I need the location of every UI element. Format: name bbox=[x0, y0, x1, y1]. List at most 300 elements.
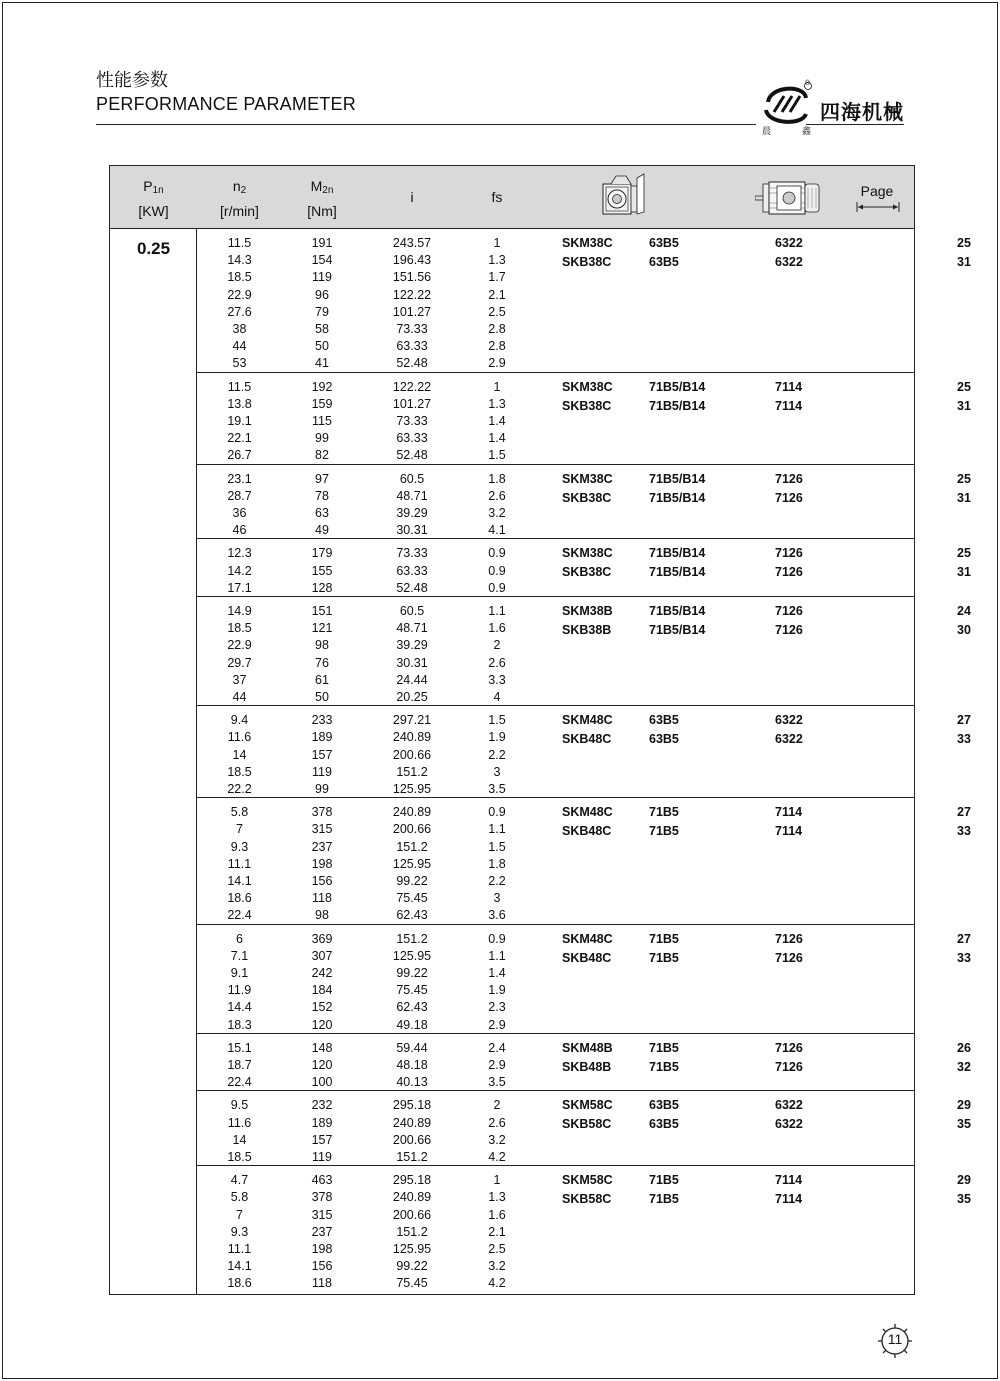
cell-m2: 369 bbox=[311, 931, 333, 946]
cell-i: 125.95 bbox=[392, 1241, 432, 1256]
model-row bbox=[197, 489, 971, 507]
cell-m2: 156 bbox=[311, 873, 333, 888]
cell-m2: 232 bbox=[311, 1098, 333, 1113]
cell-fs: 1.1 bbox=[488, 822, 506, 837]
cell-n2: 29.7 bbox=[227, 655, 252, 670]
page-width-arrow-icon bbox=[856, 201, 900, 213]
cell-n2: 22.1 bbox=[227, 431, 252, 446]
model-page: 27 bbox=[957, 713, 971, 728]
cell-n2: 44 bbox=[232, 690, 247, 704]
model-code: 6322 bbox=[775, 732, 803, 747]
model-row bbox=[197, 234, 971, 252]
model-page: 33 bbox=[957, 824, 971, 839]
model-motor: 71B5/B14 bbox=[649, 623, 706, 637]
model-code: 7114 bbox=[775, 398, 803, 413]
cell-i: 101.27 bbox=[392, 304, 432, 319]
cell-m2: 378 bbox=[311, 805, 333, 820]
model-page: 25 bbox=[957, 379, 971, 394]
cell-fs: 1 bbox=[493, 1173, 501, 1188]
cell-fs: 1.1 bbox=[488, 948, 506, 963]
model-motor: 71B5 bbox=[649, 824, 679, 839]
model-row bbox=[197, 1171, 971, 1189]
model-row bbox=[197, 803, 971, 821]
cell-i: 39.29 bbox=[396, 638, 428, 653]
model-page: 25 bbox=[957, 546, 971, 561]
cell-m2: 50 bbox=[315, 339, 329, 354]
cell-fs: 4 bbox=[493, 690, 501, 704]
model-model: SKB38C bbox=[562, 398, 612, 413]
model-motor: 63B5 bbox=[649, 255, 679, 269]
cell-i: 63.33 bbox=[396, 339, 428, 354]
table-row bbox=[197, 999, 914, 1016]
cell-fs: 4.2 bbox=[488, 1276, 506, 1291]
cell-i: 99.22 bbox=[396, 1259, 428, 1274]
cell-fs: 2.6 bbox=[488, 488, 506, 503]
cell-i: 122.22 bbox=[392, 287, 432, 302]
cell-i: 151.2 bbox=[396, 1224, 428, 1239]
cell-n2: 7 bbox=[236, 822, 243, 837]
table-row bbox=[197, 764, 914, 781]
model-motor: 71B5 bbox=[649, 1059, 679, 1074]
cell-n2: 46 bbox=[232, 523, 247, 538]
cell-m2: 378 bbox=[311, 1190, 333, 1205]
cell-n2: 18.5 bbox=[227, 1149, 252, 1164]
model-row bbox=[197, 1058, 971, 1076]
cell-m2: 76 bbox=[315, 655, 329, 670]
table-row bbox=[197, 522, 914, 539]
model-page: 27 bbox=[957, 805, 971, 820]
cell-fs: 0.9 bbox=[488, 563, 506, 578]
model-model: SKM38C bbox=[562, 471, 613, 486]
cell-i: 48.18 bbox=[396, 1057, 428, 1072]
cell-m2: 120 bbox=[311, 1057, 333, 1072]
cell-fs: 0.9 bbox=[488, 805, 506, 820]
cell-m2: 148 bbox=[311, 1040, 333, 1055]
table-row bbox=[197, 1017, 914, 1034]
cell-i: 240.89 bbox=[392, 1115, 432, 1130]
model-page: 31 bbox=[957, 255, 971, 269]
cell-i: 60.5 bbox=[399, 471, 425, 486]
cell-m2: 63 bbox=[315, 505, 329, 520]
model-model: SKB48B bbox=[562, 1059, 612, 1074]
model-row bbox=[197, 621, 971, 639]
cell-n2: 17.1 bbox=[227, 580, 252, 595]
cell-n2: 11.5 bbox=[227, 236, 252, 250]
model-motor: 71B5/B14 bbox=[649, 604, 706, 618]
model-motor: 71B5 bbox=[649, 1040, 679, 1055]
cell-fs: 3.2 bbox=[488, 1132, 506, 1147]
cell-fs: 1.3 bbox=[488, 396, 506, 411]
cell-n2: 11.6 bbox=[227, 730, 252, 745]
model-code: 7114 bbox=[775, 805, 803, 820]
model-row bbox=[197, 470, 971, 488]
table-header bbox=[110, 166, 914, 229]
model-model: SKB58C bbox=[562, 1117, 612, 1132]
model-model: SKM38C bbox=[562, 379, 613, 394]
cell-fs: 3.6 bbox=[488, 908, 506, 923]
model-page: 31 bbox=[957, 490, 971, 505]
model-model: SKB58C bbox=[562, 1192, 612, 1207]
model-model: SKM58C bbox=[562, 1173, 613, 1188]
cell-fs: 4.1 bbox=[488, 523, 506, 538]
cell-n2: 14.4 bbox=[227, 1000, 252, 1015]
cell-fs: 1.3 bbox=[488, 253, 506, 268]
cell-i: 63.33 bbox=[396, 431, 428, 446]
model-page: 25 bbox=[957, 236, 971, 250]
cell-n2: 11.6 bbox=[227, 1115, 252, 1130]
cell-n2: 5.8 bbox=[230, 805, 249, 820]
table-row bbox=[197, 304, 914, 321]
model-motor: 63B5 bbox=[649, 236, 679, 250]
cell-n2: 7.1 bbox=[230, 948, 249, 963]
power-column bbox=[110, 229, 197, 1294]
cell-i: 24.44 bbox=[396, 672, 428, 687]
cell-i: 151.2 bbox=[396, 839, 428, 854]
cell-m2: 58 bbox=[315, 322, 329, 336]
cell-n2: 9.3 bbox=[230, 839, 249, 854]
model-page: 35 bbox=[957, 1117, 971, 1132]
model-page: 32 bbox=[957, 1059, 971, 1074]
cell-fs: 1.6 bbox=[488, 1207, 506, 1222]
table-row bbox=[197, 430, 914, 447]
table-row bbox=[197, 580, 914, 597]
cell-m2: 307 bbox=[311, 948, 333, 963]
model-motor: 71B5 bbox=[649, 1192, 679, 1207]
table-row bbox=[197, 1074, 914, 1091]
cell-i: 240.89 bbox=[392, 1190, 432, 1205]
model-row bbox=[197, 602, 971, 620]
model-model: SKB38C bbox=[562, 255, 612, 269]
cell-i: 295.18 bbox=[392, 1098, 432, 1113]
model-page: 33 bbox=[957, 732, 971, 747]
cell-i: 30.31 bbox=[396, 523, 428, 538]
cell-m2: 463 bbox=[311, 1173, 333, 1188]
cell-n2: 18.3 bbox=[227, 1017, 252, 1032]
row-group bbox=[197, 925, 971, 1034]
model-page: 24 bbox=[957, 604, 971, 618]
model-code: 7126 bbox=[775, 490, 803, 505]
cell-m2: 118 bbox=[312, 891, 332, 906]
row-group bbox=[197, 465, 971, 540]
cell-fs: 2.2 bbox=[488, 873, 506, 888]
cell-m2: 189 bbox=[311, 730, 333, 745]
model-code: 7114 bbox=[775, 1173, 803, 1188]
cell-i: 52.48 bbox=[396, 580, 428, 595]
model-model: SKB38C bbox=[562, 565, 612, 580]
cell-m2: 121 bbox=[311, 621, 333, 636]
cell-fs: 1.5 bbox=[488, 713, 506, 728]
table-row bbox=[197, 413, 914, 430]
table-row bbox=[197, 1224, 914, 1241]
row-group bbox=[197, 597, 971, 706]
cell-n2: 22.9 bbox=[227, 638, 252, 653]
cell-n2: 22.4 bbox=[227, 1075, 252, 1090]
model-code: 6322 bbox=[775, 1117, 803, 1132]
cell-m2: 237 bbox=[311, 1224, 333, 1239]
row-group bbox=[197, 229, 971, 373]
table-row bbox=[197, 982, 914, 999]
model-code: 7114 bbox=[775, 824, 803, 839]
model-page: 25 bbox=[957, 471, 971, 486]
model-model: SKM38B bbox=[562, 604, 613, 618]
logo-sub-char-1: 晨 bbox=[762, 127, 772, 137]
table-row bbox=[197, 505, 914, 522]
model-motor: 63B5 bbox=[649, 713, 679, 728]
cell-n2: 9.4 bbox=[230, 713, 249, 728]
row-group bbox=[197, 1166, 971, 1292]
cell-n2: 37 bbox=[232, 672, 247, 687]
model-row bbox=[197, 822, 971, 840]
cell-n2: 14 bbox=[232, 747, 247, 762]
header-p1n: $P_{1n}$ [KW] bbox=[138, 178, 169, 219]
table-row bbox=[197, 747, 914, 764]
cell-n2: 18.5 bbox=[227, 621, 252, 636]
row-group bbox=[197, 1091, 971, 1166]
cell-m2: 96 bbox=[315, 287, 329, 302]
cell-n2: 53 bbox=[232, 356, 247, 371]
model-motor: 71B5/B14 bbox=[649, 546, 706, 561]
cell-fs: 2.5 bbox=[488, 304, 506, 319]
cell-i: 297.21 bbox=[392, 713, 432, 728]
cell-m2: 191 bbox=[311, 236, 333, 250]
cell-fs: 3 bbox=[493, 764, 501, 779]
cell-i: 75.45 bbox=[396, 891, 428, 906]
model-code: 7126 bbox=[775, 623, 803, 637]
cell-m2: 98 bbox=[315, 908, 329, 923]
cell-i: 52.48 bbox=[396, 448, 428, 463]
cell-i: 240.89 bbox=[392, 805, 432, 820]
electric-motor-icon bbox=[755, 180, 823, 216]
cell-i: 151.2 bbox=[396, 764, 428, 779]
cell-m2: 49 bbox=[315, 523, 329, 538]
cell-n2: 11.1 bbox=[227, 856, 252, 871]
cell-fs: 1.9 bbox=[488, 983, 506, 998]
cell-m2: 315 bbox=[311, 822, 333, 837]
cell-n2: 44 bbox=[232, 339, 247, 354]
cell-i: 62.43 bbox=[396, 908, 428, 923]
model-motor: 71B5 bbox=[649, 1173, 679, 1188]
model-model: SKM48C bbox=[562, 713, 613, 728]
cell-i: 196.43 bbox=[392, 253, 432, 268]
cell-m2: 120 bbox=[311, 1017, 333, 1032]
cell-m2: 154 bbox=[311, 253, 333, 268]
model-row bbox=[197, 544, 971, 562]
model-model: SKB48C bbox=[562, 824, 612, 839]
cell-fs: 2 bbox=[493, 638, 501, 653]
model-row bbox=[197, 1190, 971, 1208]
cell-fs: 2.9 bbox=[488, 1057, 506, 1072]
model-code: 7126 bbox=[775, 546, 803, 561]
model-motor: 63B5 bbox=[649, 1117, 679, 1132]
cell-fs: 3.3 bbox=[488, 672, 506, 687]
cell-m2: 155 bbox=[311, 563, 333, 578]
cell-m2: 198 bbox=[311, 856, 333, 871]
cell-fs: 0.9 bbox=[488, 580, 506, 595]
cell-fs: 2.8 bbox=[488, 322, 506, 336]
table-row bbox=[197, 287, 914, 304]
cell-i: 125.95 bbox=[392, 948, 432, 963]
model-model: SKB48C bbox=[562, 732, 612, 747]
cell-fs: 3 bbox=[493, 891, 501, 906]
cell-m2: 78 bbox=[315, 488, 329, 503]
cell-fs: 1.1 bbox=[488, 604, 506, 618]
cell-m2: 97 bbox=[315, 471, 329, 486]
cell-fs: 2.5 bbox=[488, 1241, 506, 1256]
row-group bbox=[197, 798, 971, 924]
cell-n2: 26.7 bbox=[227, 448, 252, 463]
cell-n2: 4.7 bbox=[230, 1173, 249, 1188]
cell-m2: 184 bbox=[311, 983, 333, 998]
row-group bbox=[197, 1034, 971, 1092]
cell-n2: 14.2 bbox=[227, 563, 252, 578]
cell-i: 151.56 bbox=[392, 270, 432, 285]
header-m2n: $M_{2n}$ [Nm] bbox=[307, 178, 337, 219]
cell-i: 295.18 bbox=[392, 1173, 432, 1188]
cell-i: 240.89 bbox=[392, 730, 432, 745]
cell-fs: 4.2 bbox=[488, 1149, 506, 1164]
model-motor: 63B5 bbox=[649, 732, 679, 747]
cell-i: 200.66 bbox=[392, 822, 432, 837]
model-motor: 71B5/B14 bbox=[649, 379, 706, 394]
cell-i: 48.71 bbox=[396, 621, 428, 636]
table-row bbox=[197, 269, 914, 286]
model-code: 7126 bbox=[775, 1040, 803, 1055]
cell-n2: 22.4 bbox=[227, 908, 252, 923]
cell-i: 52.48 bbox=[396, 356, 428, 371]
model-model: SKB38B bbox=[562, 623, 612, 637]
model-code: 7114 bbox=[775, 379, 803, 394]
cell-fs: 3.5 bbox=[488, 1075, 506, 1090]
cell-n2: 11.9 bbox=[227, 983, 252, 998]
table-row bbox=[197, 689, 914, 706]
model-code: 6322 bbox=[775, 255, 803, 269]
cell-m2: 159 bbox=[311, 396, 333, 411]
cell-fs: 2.6 bbox=[488, 655, 506, 670]
cell-i: 200.66 bbox=[392, 747, 432, 762]
cell-n2: 36 bbox=[232, 505, 247, 520]
cell-fs: 2.1 bbox=[488, 287, 506, 302]
row-group bbox=[197, 373, 971, 465]
cell-i: 73.33 bbox=[396, 546, 428, 561]
cell-n2: 18.6 bbox=[227, 891, 252, 906]
model-motor: 71B5 bbox=[649, 931, 679, 946]
cell-i: 101.27 bbox=[392, 396, 432, 411]
cell-i: 200.66 bbox=[392, 1132, 432, 1147]
model-code: 7126 bbox=[775, 950, 803, 965]
model-row bbox=[197, 930, 971, 948]
cell-fs: 1.3 bbox=[488, 1190, 506, 1205]
cell-n2: 18.5 bbox=[227, 270, 252, 285]
cell-m2: 99 bbox=[315, 781, 329, 796]
cell-m2: 99 bbox=[315, 431, 329, 446]
cell-fs: 1.9 bbox=[488, 730, 506, 745]
cell-n2: 18.5 bbox=[227, 764, 252, 779]
cell-n2: 9.3 bbox=[230, 1224, 249, 1239]
row-group bbox=[197, 706, 971, 798]
table-row bbox=[197, 839, 914, 856]
cell-n2: 7 bbox=[236, 1207, 243, 1222]
model-row bbox=[197, 1096, 971, 1114]
model-page: 26 bbox=[957, 1040, 971, 1055]
table-row bbox=[197, 965, 914, 982]
model-motor: 71B5/B14 bbox=[649, 565, 706, 580]
cell-fs: 2.8 bbox=[488, 339, 506, 354]
cell-fs: 2.6 bbox=[488, 1115, 506, 1130]
cell-fs: 1 bbox=[493, 379, 501, 394]
table-row bbox=[197, 856, 914, 873]
cell-fs: 1.6 bbox=[488, 621, 506, 636]
cell-n2: 14.1 bbox=[227, 1259, 252, 1274]
cell-fs: 1.4 bbox=[488, 431, 506, 446]
model-code: 7126 bbox=[775, 604, 803, 618]
model-code: 7126 bbox=[775, 471, 803, 486]
model-page: 29 bbox=[957, 1098, 971, 1113]
cell-fs: 2.9 bbox=[488, 356, 506, 371]
cell-i: 243.57 bbox=[392, 236, 432, 250]
model-motor: 63B5 bbox=[649, 1098, 679, 1113]
cell-fs: 0.9 bbox=[488, 546, 506, 561]
cell-fs: 1.5 bbox=[488, 448, 506, 463]
header-i: i bbox=[410, 189, 414, 205]
cell-i: 39.29 bbox=[396, 505, 428, 520]
cell-n2: 18.7 bbox=[227, 1057, 252, 1072]
cell-i: 99.22 bbox=[396, 965, 428, 980]
cell-m2: 50 bbox=[315, 690, 329, 704]
cell-m2: 237 bbox=[311, 839, 333, 854]
table-row bbox=[197, 1241, 914, 1258]
cell-i: 59.44 bbox=[396, 1040, 428, 1055]
cell-m2: 61 bbox=[315, 672, 329, 687]
cell-fs: 2.4 bbox=[488, 1040, 506, 1055]
cell-i: 73.33 bbox=[396, 322, 428, 336]
cell-n2: 14.3 bbox=[227, 253, 252, 268]
table-row bbox=[197, 1258, 914, 1275]
cell-m2: 115 bbox=[312, 413, 332, 428]
cell-n2: 23.1 bbox=[227, 471, 252, 486]
cell-n2: 28.7 bbox=[227, 488, 252, 503]
cell-i: 125.95 bbox=[392, 781, 432, 796]
cell-n2: 12.3 bbox=[227, 546, 252, 561]
cell-n2: 9.1 bbox=[230, 965, 249, 980]
logo-sub-char-2: 鑫 bbox=[802, 127, 812, 137]
header-rule bbox=[96, 124, 756, 125]
cell-m2: 119 bbox=[312, 1149, 332, 1164]
cell-i: 99.22 bbox=[396, 873, 428, 888]
registered-mark: ® bbox=[805, 80, 811, 87]
cell-i: 63.33 bbox=[396, 563, 428, 578]
cell-fs: 1.4 bbox=[488, 965, 506, 980]
model-page: 35 bbox=[957, 1192, 971, 1207]
cell-n2: 14 bbox=[232, 1132, 247, 1147]
cell-n2: 5.8 bbox=[230, 1190, 249, 1205]
table-row bbox=[197, 1275, 914, 1292]
cell-fs: 1.4 bbox=[488, 413, 506, 428]
cell-m2: 119 bbox=[312, 270, 332, 285]
cell-m2: 189 bbox=[311, 1115, 333, 1130]
model-motor: 71B5/B14 bbox=[649, 398, 706, 413]
cell-n2: 11.1 bbox=[227, 1241, 252, 1256]
model-code: 6322 bbox=[775, 236, 803, 250]
cell-m2: 98 bbox=[315, 638, 329, 653]
cell-i: 40.13 bbox=[396, 1075, 428, 1090]
model-motor: 71B5/B14 bbox=[649, 490, 706, 505]
cell-fs: 1 bbox=[493, 236, 501, 250]
table-row bbox=[197, 890, 914, 907]
header-page: Page bbox=[860, 183, 894, 199]
cell-m2: 179 bbox=[311, 546, 333, 561]
cell-i: 62.43 bbox=[396, 1000, 428, 1015]
power-value: 0.25 bbox=[136, 239, 171, 258]
